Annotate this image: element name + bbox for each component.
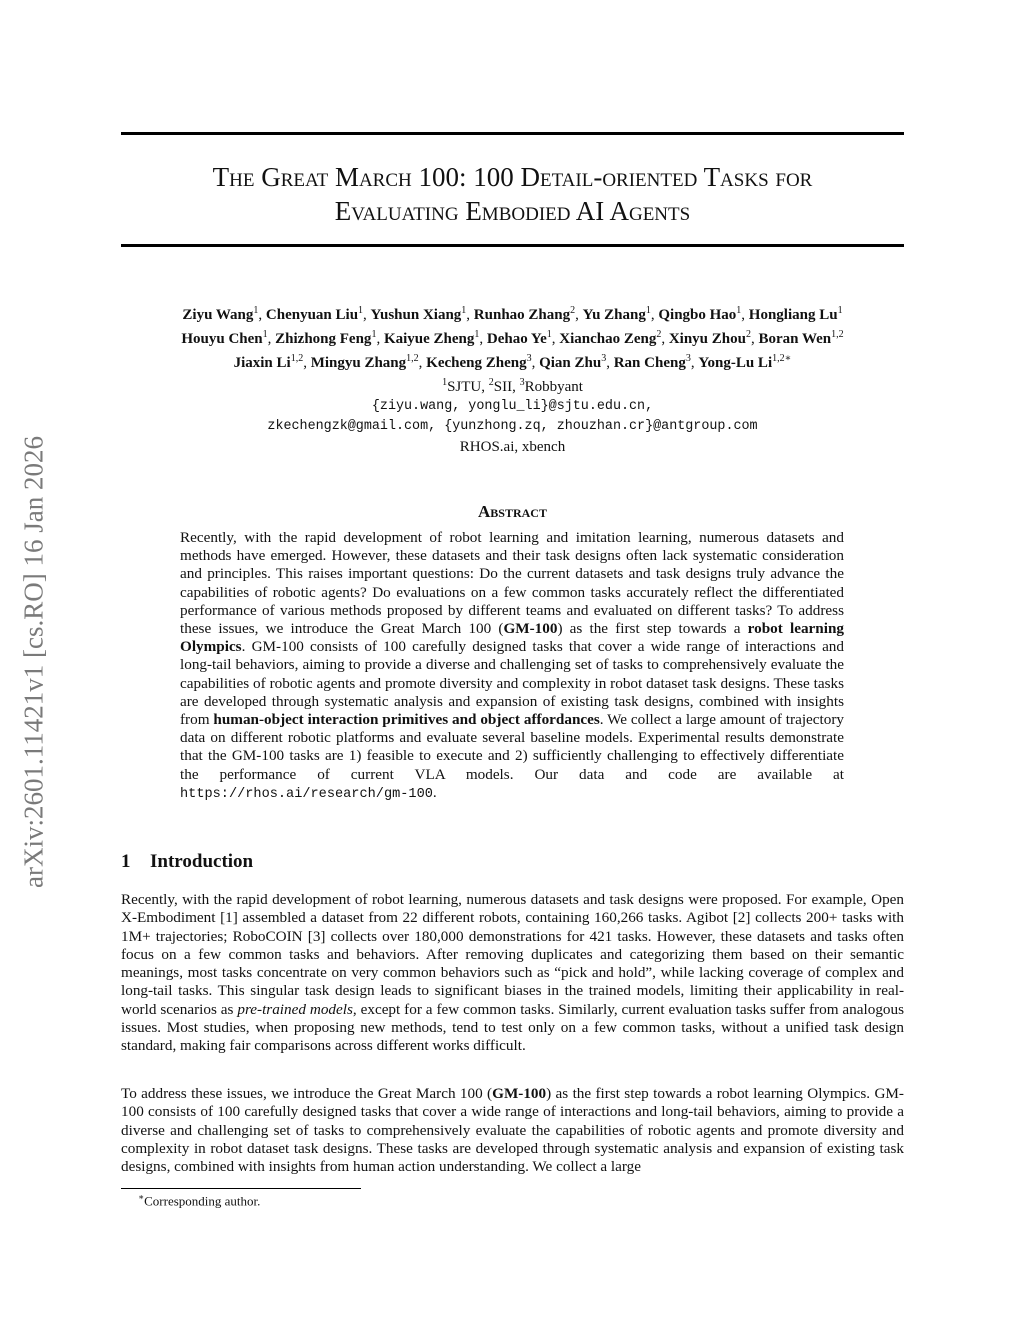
abstract-text: Recently, with the rapid development of robot learning and imitation learning, numerous datasets and methods have emerged. However, these datasets and their task designs often lack systematic consideration and principles. This raises important questions: Do the current datasets and task designs truly advance the capabilities of robotic agents? Do evaluations on a few common tasks accurately reflect the differentiated performance of various methods proposed by different teams and evaluated on different tasks? To address these issues, we introduce the Great March 100 ( [180, 529, 844, 638]
author-affiliation: 1 [837, 305, 843, 316]
abstract-heading: Abstract [478, 502, 547, 521]
author-affiliation: 1,2 [290, 353, 304, 364]
affiliation-number: 2 [488, 377, 494, 388]
affiliation-name: Robbyant [524, 379, 583, 395]
author-name: Runhao Zhang [473, 307, 571, 323]
author-block [121, 301, 904, 457]
author-name: Xianchao Zeng [559, 331, 657, 347]
title-line-2: Evaluating Embodied AI Agents [334, 196, 691, 226]
author-name: Xinyu Zhou [668, 331, 746, 347]
abstract-bold-term: GM-100 [503, 620, 558, 638]
paragraph-text: , except for a few common tasks. Similarly, current evaluation tasks suffer from analogous issues. Most studies, when proposing new methods, tend to test only on a few common tasks, without a unified task design standard, making fair comparisons across different works difficult. [121, 1000, 905, 1055]
abstract-bold-term: robot learning Olympics [180, 620, 844, 656]
author-affiliation: 1 [371, 329, 377, 340]
author-name: Qian Zhu [539, 355, 602, 371]
author-affiliation: 1 [645, 305, 651, 316]
footnote [138, 1192, 260, 1209]
author-affiliation: 1,2 [831, 329, 844, 340]
author-affiliation: 1 [474, 329, 480, 340]
author-affiliation: 3 [601, 353, 607, 364]
italic-term: pre-trained models [237, 1000, 353, 1018]
affiliation-name: SII, [493, 379, 520, 395]
author-line-3: Jiaxin Li$^{1,2}$, Mingyu Zhang$^{1,2}$, Kecheng Zheng$^3$, Qian Zhu$^3$, Ran Cheng$^3$, Yong-Lu $Li^{1,2∗}$ [233, 353, 792, 371]
author-name: Kecheng Zheng [426, 355, 527, 371]
bold-term: GM-100 [492, 1085, 547, 1102]
footnote-mark: ∗ [138, 1192, 145, 1202]
author-name: Chenyuan Liu [265, 307, 359, 323]
section-heading-introduction [121, 851, 253, 873]
author-name: Mingyu Zhang [310, 355, 407, 371]
section-number: 1 [121, 851, 131, 872]
author-name: Jiaxin Li [233, 355, 291, 371]
affiliation-number: 1 [442, 377, 448, 388]
author-affiliation: 1 [461, 305, 467, 316]
author-affiliation: 1 [262, 329, 268, 340]
abstract-text: ) as the first step towards a [557, 620, 748, 638]
title-top-rule [121, 132, 904, 135]
author-line-2: Houyu Chen$^1$, Zhizhong Feng$^1$, Kaiyue Zheng$^1$, Dehao Ye$^1$, Xianchao Zeng$^2$, Xinyu Zhou$^2$, Boran Wen$^{1,2}$ [181, 329, 844, 347]
paragraph-text: ) as the first step towards a robot learning Olympics. GM-100 consists of 100 carefully designed tasks that cover a wide range of interactions and long-tail behaviors, aiming to provide a diverse and challenging set of tasks to comprehensively evaluate the capabilities of robotic agents and promote diversity and complexity in robot dataset task designs. These tasks are developed through systematic analysis and expansion of existing task designs, combined with insights from human action understanding. We collect a large [121, 1085, 904, 1176]
title-line-1: The Great March 100: 100 Detail-oriented Tasks for [212, 162, 813, 192]
author-name: Houyu Chen [181, 331, 263, 347]
abstract-text: . We collect a large amount of trajectory data on different robotic platforms and evaluate several baseline models. Experimental results demonstrate that the GM-100 tasks are 1) feasible to execute and 2) sufficiently challenging to effectively differentiate the performance of current VLA models. Our data and code are available at [180, 711, 844, 783]
author-name: Ran Cheng [613, 355, 686, 371]
author-name: Yong-Lu Li [698, 355, 773, 371]
author-name: Hongliang Lu [748, 307, 838, 323]
abstract-text: . [432, 783, 437, 801]
title-bottom-rule [121, 244, 904, 247]
author-affiliation: 1,2 [406, 353, 419, 364]
author-affiliation: 3 [685, 353, 691, 364]
email-line-2[interactable]: zkechengzk@gmail.com, {yunzhong.zq, zhouzhan.cr}@antgroup.com [267, 419, 758, 434]
arxiv-identifier: arXiv:2601.11421v1 [cs.RO] 16 Jan 2026 [18, 436, 49, 888]
paper-title [121, 160, 904, 228]
author-name: Dehao Ye [486, 331, 547, 347]
footnote-rule [121, 1188, 361, 1189]
author-affiliation: 1 [358, 305, 364, 316]
footnote-text: Corresponding author. [144, 1193, 261, 1209]
author-name: Kaiyue Zheng [383, 331, 475, 347]
author-name: Qingbo Hao [658, 307, 737, 323]
author-line-1: Ziyu Wang$^1$, Chenyuan Liu$^1$, Yushun Xiang$^1$, Runhao Zhang$^2$, Yu Zhang$^1$, Qingbo Hao$^1$, Hongliang Lu$^1$ [182, 305, 843, 323]
email-line-1[interactable]: {ziyu.wang, yonglu_li}@sjtu.edu.cn, [371, 399, 654, 414]
abstract-body [180, 529, 844, 804]
author-name: Ziyu Wang [182, 307, 254, 323]
abstract-text: . GM-100 consists of 100 carefully designed tasks that cover a wide range of interactions and long-tail behaviors, aiming to provide a diverse and challenging set of tasks to comprehensively evaluate the capabilities of robotic agents and promote diversity and complexity in robot dataset task designs. These tasks are developed through systematic analysis and expansion of existing task designs, combined with insights from [180, 638, 844, 729]
author-name: Yu Zhang [582, 307, 646, 323]
author-name: Boran Wen [758, 331, 832, 347]
author-name: Yushun Xiang [370, 307, 462, 323]
affiliation-name: SJTU, [447, 379, 489, 395]
author-affiliation: 2 [656, 329, 662, 340]
affiliation-line [121, 373, 904, 397]
affiliation-number: 3 [519, 377, 525, 388]
section-title: Introduction [150, 851, 254, 872]
author-affiliation: 2 [745, 329, 751, 340]
intro-paragraph-2 [121, 1085, 904, 1176]
lab-affiliation: RHOS.ai, xbench [459, 439, 566, 455]
author-affiliation: 1,2∗ [772, 353, 792, 364]
author-affiliation: 1 [253, 305, 259, 316]
abstract-bold-term: human-object interaction primitives and object affordances [213, 711, 600, 729]
abstract-url-link[interactable]: https://rhos.ai/research/gm-100 [180, 786, 433, 802]
paragraph-text: To address these issues, we introduce the Great March 100 ( [121, 1085, 493, 1102]
author-affiliation: 1 [736, 305, 742, 316]
paragraph-text: Recently, with the rapid development of robot learning, numerous datasets and task designs were proposed. For example, Open X-Embodiment [1] assembled a dataset from 22 different robots, containing 160,266 tasks. Agibot [2] collects 200+ tasks with 1M+ trajectories; RoboCOIN [3] collects over 180,000 demonstrations for 421 tasks. However, these datasets and tasks often focus on a few common tasks and behaviors. After removing duplicates and categorizing them based on their semantic meanings, most tasks concentrate on very common behaviors such as “pick and hold”, while lacking coverage of complex and long-tail tasks. This singular task design leads to significant biases in the trained models, limiting their applicability in real-world scenarios as [121, 891, 904, 1018]
intro-paragraph-1 [121, 891, 904, 1056]
author-name: Zhizhong Feng [275, 331, 372, 347]
author-affiliation: 3 [526, 353, 532, 364]
author-affiliation: 1 [546, 329, 552, 340]
author-affiliation: 2 [570, 305, 576, 316]
